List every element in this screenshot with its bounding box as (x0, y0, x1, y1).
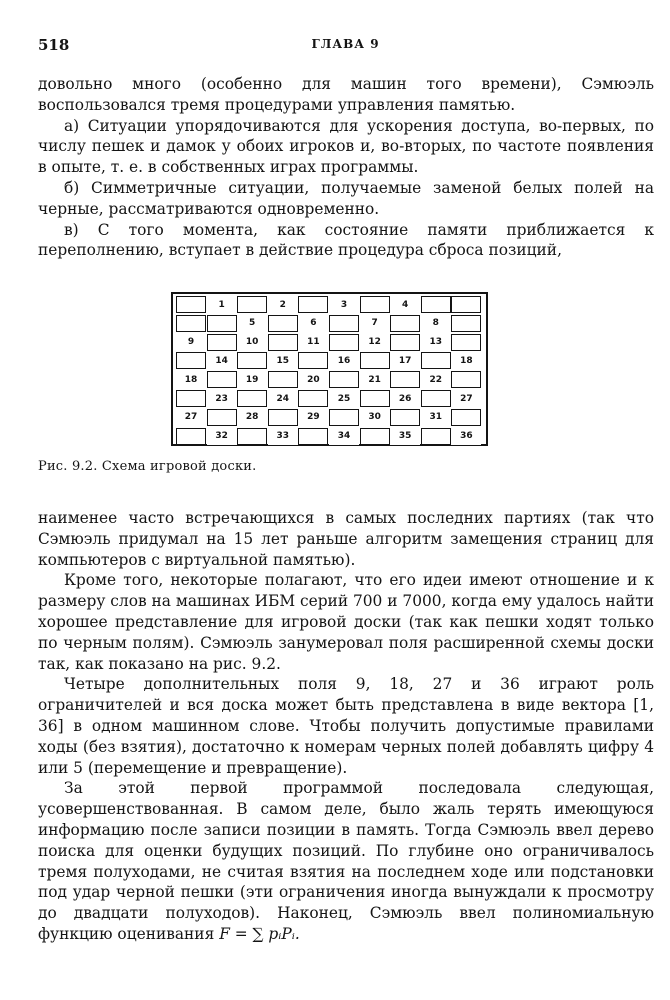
paragraph: Кроме того, некоторые полагают, что его идеи имеют отношение и к размеру слов на машинах ИБМ серий 700 и 7000, когда ему удалось найти хорошее представление для игровой доски (так как пешки ходят только по черным полям). Сэмюэль занумеровал поля расширенной схемы доски так, как показано на рис. 9.2. (38, 571, 654, 673)
board-cell-empty (176, 428, 206, 445)
board-cell-empty (390, 334, 420, 351)
board-cell-empty (207, 409, 237, 426)
board-cell-empty (268, 334, 298, 351)
board-cell: 35 (390, 428, 420, 445)
board-cell-empty (451, 315, 481, 332)
board-cell: 18 (451, 352, 481, 369)
board-cell: 21 (360, 371, 390, 388)
board-cell: 34 (329, 428, 359, 445)
board-cell: 25 (329, 390, 359, 407)
board-cell-empty (451, 371, 481, 388)
board-cell-empty (360, 352, 390, 369)
board-cell-empty (268, 371, 298, 388)
board-cell: 24 (268, 390, 298, 407)
board-cell: 9 (176, 334, 206, 351)
paragraph: б) Симметричные ситуации, получаемые заменой белых полей на черные, рассматриваются одновременно. (38, 178, 654, 218)
top-text (38, 74, 654, 261)
board-cell-empty (329, 334, 359, 351)
board-cell-empty (298, 390, 328, 407)
board-cell-empty (237, 352, 267, 369)
page-number: 518 (38, 36, 70, 54)
board-cell-empty (421, 296, 451, 313)
paragraph: наименее часто встречающихся в самых последних партиях (так что Сэмюэль придумал на 15 лет раньше алгоритм замещения страниц для компьютеров с виртуальной памятью). (38, 509, 654, 569)
board-cell: 20 (298, 371, 328, 388)
paragraph: Четыре дополнительных поля 9, 18, 27 и 36 играют роль ограничителей и вся доска может быть представлена в виде вектора [1, 36] в одном машинном слове. Чтобы получить допустимые правилами ходы (без взятия), достаточно к номерам черных полей добавлять цифру 4 или 5 (перемещение и превращение). (38, 675, 654, 777)
paragraph (38, 778, 654, 944)
board-cell-empty (360, 296, 390, 313)
board-cell-empty (298, 296, 328, 313)
board-cell-empty (237, 296, 267, 313)
board-cell: 8 (421, 315, 451, 332)
board-cell: 14 (207, 352, 237, 369)
board-cell: 7 (360, 315, 390, 332)
board-cell: 30 (360, 409, 390, 426)
board-cell: 1 (207, 296, 237, 313)
board-cell-empty (390, 371, 420, 388)
board-cell: 16 (329, 352, 359, 369)
board-cell: 29 (298, 409, 328, 426)
board-cell: 12 (360, 334, 390, 351)
board-cell: 18 (176, 371, 206, 388)
board-cell-empty (390, 315, 420, 332)
chapter-title: ГЛАВА 9 (311, 37, 380, 51)
board-cell: 31 (421, 409, 451, 426)
board-cell: 5 (237, 315, 267, 332)
board-cell: 36 (451, 428, 481, 445)
board-cell-empty (329, 315, 359, 332)
board-cell: 23 (207, 390, 237, 407)
paragraph: довольно много (особенно для машин того времени), Сэмюэль воспользовался тремя процедурами управления памятью. (38, 75, 654, 114)
board-cell: 28 (237, 409, 267, 426)
board-cell-empty (360, 390, 390, 407)
board-cell-empty (421, 428, 451, 445)
board-cell: 13 (421, 334, 451, 351)
board-cell: 2 (268, 296, 298, 313)
board-cell-empty (207, 371, 237, 388)
board-cell: 27 (451, 390, 481, 407)
figure-caption: Рис. 9.2. Схема игровой доски. (38, 459, 257, 474)
board-cell: 4 (390, 296, 420, 313)
board-cell-empty (176, 390, 206, 407)
board-cell-empty (421, 352, 451, 369)
board-cell: 22 (421, 371, 451, 388)
board-cell: 32 (207, 428, 237, 445)
board-cell-empty (329, 371, 359, 388)
formula: F = ∑ pᵢPᵢ. (219, 924, 300, 943)
board-cell: 10 (237, 334, 267, 351)
page-header (38, 36, 653, 56)
board-cell: 27 (176, 409, 206, 426)
bottom-text (38, 508, 654, 945)
paragraph: в) С того момента, как состояние памяти приближается к переполнению, вступает в действие процедура сброса позиций, (38, 220, 654, 260)
board-cell: 19 (237, 371, 267, 388)
board-cell-empty (268, 315, 298, 332)
board-cell: 15 (268, 352, 298, 369)
board-cell: 33 (268, 428, 298, 445)
board-cell-empty (176, 296, 206, 313)
board-cell-empty (421, 390, 451, 407)
board-cell-empty (207, 334, 237, 351)
board-diagram (171, 292, 488, 446)
board-cell-empty (237, 390, 267, 407)
board-cell: 17 (390, 352, 420, 369)
paragraph-text: За этой первой программой последовала следующая, усовершенствованная. В самом деле, было жаль терять имеющуюся информацию после записи позиции в память. Тогда Сэмюэль ввел дерево поиска для оценки будущих позиций. По глубине оно ограничивалось тремя полуходами, не считая взятия на последнем ходе или подстановки под удар черной пешки (эти ограничения иногда вынуждали к просмотру до двадцати полуходов). Наконец, Сэмюэль ввел полиномиальную функцию оценивания (38, 779, 654, 943)
board-cell-empty (237, 428, 267, 445)
board-cell-empty (207, 315, 237, 332)
board-cell-empty (298, 352, 328, 369)
board-cell-empty (390, 409, 420, 426)
board-cell-empty (268, 409, 298, 426)
board-cell-empty (360, 428, 390, 445)
board-cell-empty (298, 428, 328, 445)
board-cell-empty (451, 409, 481, 426)
board-cell-empty (451, 296, 481, 313)
board-cell: 6 (298, 315, 328, 332)
board-cell: 3 (329, 296, 359, 313)
board-cell-empty (451, 334, 481, 351)
board-cell: 11 (298, 334, 328, 351)
board-cell: 26 (390, 390, 420, 407)
board-cell-empty (329, 409, 359, 426)
board-cell-empty (176, 315, 206, 332)
board-cell-empty (176, 352, 206, 369)
paragraph: а) Ситуации упорядочиваются для ускорения доступа, во-первых, по числу пешек и дамок у обоих игроков и, во-вторых, по частоте появления в опыте, т. е. в собственных играх программы. (38, 116, 654, 177)
